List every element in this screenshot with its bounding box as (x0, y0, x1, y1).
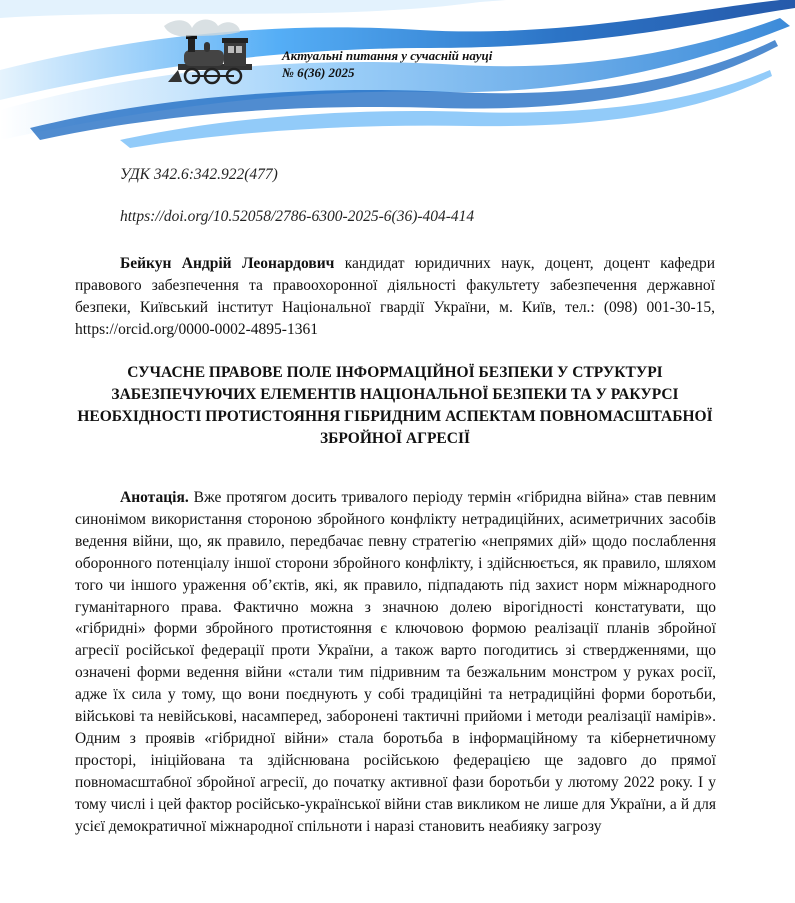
author-details: кандидат юридичних наук, доцент, доцент кафедри правового забезпечення та правоохоронної діяльності факультету забезпечення державної безпеки, Київський інститут Національної гвардії України, м. Київ, тел.: (098) 001-30-15, https://orcid.org/0000-0002-4895-1361 (75, 255, 715, 338)
journal-title: Актуальні питання у сучасній науці (282, 48, 493, 63)
abstract-paragraph (75, 487, 716, 838)
author-info (75, 253, 715, 341)
abstract-label: Анотація. (120, 489, 189, 506)
article-title: СУЧАСНЕ ПРАВОВЕ ПОЛЕ ІНФОРМАЦІЙНОЇ БЕЗПЕКИ У СТРУКТУРІ ЗАБЕЗПЕЧУЮЧИХ ЕЛЕМЕНТІВ НАЦІОНАЛЬНОЇ БЕЗПЕКИ ТА У РАКУРСІ НЕОБХІДНОСТІ ПРОТИСТОЯННЯ ГІБРИДНИМ АСПЕКТАМ ПОВНОМАСШТАБНОЇ ЗБРОЙНОЇ АГРЕСІЇ (77, 364, 713, 447)
journal-header-info (282, 47, 492, 81)
doi-link[interactable]: https://doi.org/10.52058/2786-6300-2025-6(36)-404-414 (120, 208, 475, 225)
author-name: Бейкун Андрій Леонардович (120, 255, 335, 272)
abstract-text: Вже протягом досить тривалого періоду термін «гібридна війна» став певним синонімом використання стороною збройного конфлікту нетрадиційних, асиметричних засобів ведення війни, що, як правило, передбачає певну стратегію «непрямих дій» щодо послаблення оборонного потенціалу іншої сторони збройного конфлікту, і здійснюється, як правило, шляхом того чи іншого ураження об’єктів, які, як правило, підпадають під захист норм міжнародного гуманітарного права. Фактично можна з значною долею вірогідності констатувати, що «гібридні» форми збройного протистояння є ключовою формою реалізації планів збройної агресії російської федерації проти України, а також варто погодитись зі ствердженнями, що означені форми ведення війни «стали тим підривним та безжальним монстром у руках росії, адже їх сила у тому, що вони поєднують у собі традиційні та нетрадиційні форми боротьби, військові та невійськові, насамперед, заборонені тактичні прийоми і методи реалізації намірів». Одним з проявів «гібридної війни» стала боротьба в інформаційному та кібернетичному просторі, ініційована та здійснювана російською федерацією ще задовго до прямої повномасштабної збройної агресії, до початку активної фази боротьби у лютому 2022 року. І у тому числі і цей фактор російсько-української війни став викликом не лише для України, а й для усієї демократичної міжнародної спільноти і наразі становить неабияку загрозу (75, 489, 717, 835)
udk-code: УДК 342.6:342.922(477) (120, 166, 278, 183)
journal-issue: № 6(36) 2025 (282, 65, 355, 80)
